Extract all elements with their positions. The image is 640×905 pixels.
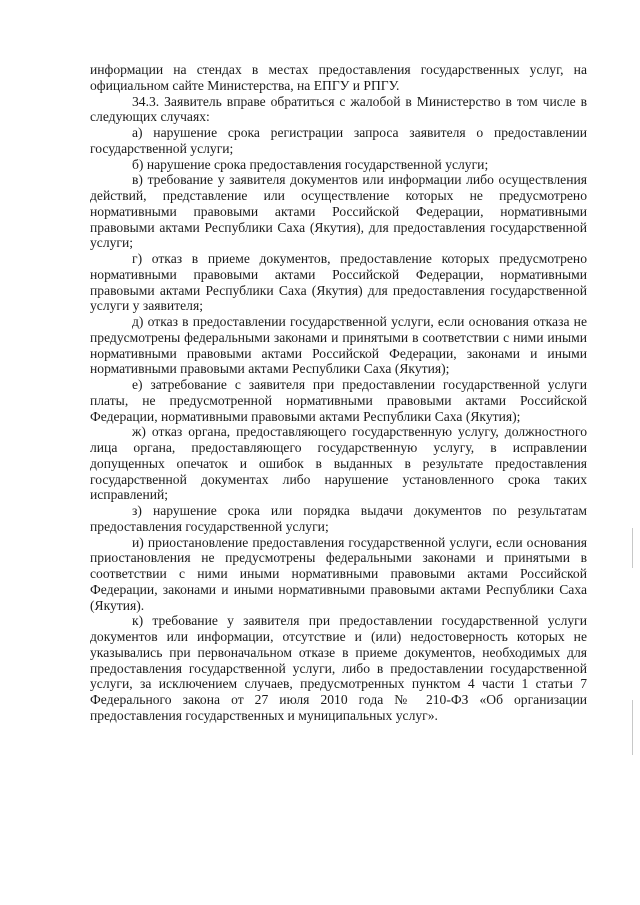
list-item-d: д) отказ в предоставлении государственной услуги, если основания отказа не предусмотрены федеральными законами и принятыми в соответствии с ними иными нормативными правовыми актами Российской Федерации, законами и иными нормативными правовыми актами Республики Саха (Якутия); xyxy=(90,314,587,377)
list-item-k: к) требование у заявителя при предоставлении государственной услуги документов или информации, отсутствие и (или) недостоверность которых не указывались при первоначальном отказе в приеме документов, необходимых для предоставления государственной услуги, либо в предоставлении государственной услуги, за исключением случаев, предусмотренных пунктом 4 части 1 статьи 7 Федерального закона от 27 июля 2010 года № 210-ФЗ «Об организации предоставления государственных и муниципальных услуг». xyxy=(90,613,587,723)
paragraph-34-3: 34.3. Заявитель вправе обратиться с жалобой в Министерство в том числе в следующих случаях: xyxy=(90,93,587,125)
list-item-b: б) нарушение срока предоставления государственной услуги; xyxy=(132,156,489,172)
list-item-z: з) нарушение срока или порядка выдачи документов по результатам предоставления государственной услуги; xyxy=(90,503,587,534)
list-item-g: г) отказ в приеме документов, предоставление которых предусмотрено нормативными правовыми актами Российской Федерации, нормативными правовыми актами Республики Саха (Якутия) для предоставления государственной услуги у заявителя; xyxy=(90,251,587,314)
list-item-zh: ж) отказ органа, предоставляющего государственную услугу, должностного лица органа, предоставляющего государственную услугу, в исправлении допущенных опечаток и ошибок в выданных в результате предоставления государственной документах либо нарушение установленного срока таких исправлений; xyxy=(90,424,587,503)
document-page xyxy=(90,62,587,724)
scan-margin-mark-lower xyxy=(632,700,633,755)
list-item-i: и) приостановление предоставления государственной услуги, если основания приостановления не предусмотрены федеральными законами и принятыми в соответствии с ними иными нормативными правовыми актами Российской Федерации, законами и иными нормативными правовыми актами Республики Саха (Якутия). xyxy=(90,534,587,613)
list-item-v: в) требование у заявителя документов или информации либо осуществления действий, представление или осуществление которых не предусмотрено нормативными правовыми актами Российской Федерации, нормативными правовыми актами Республики Саха (Якутия), для предоставления государственной услуги; xyxy=(90,172,587,251)
list-item-e: е) затребование с заявителя при предоставлении государственной услуги платы, не предусмотренной нормативными правовыми актами Российской Федерации, нормативными правовыми актами Республики Саха (Якутия); xyxy=(90,377,587,424)
paragraph-continuation: информации на стендах в местах предоставления государственных услуг, на официальном сайте Министерства, на ЕПГУ и РПГУ. xyxy=(90,62,587,93)
scan-margin-mark-upper xyxy=(632,528,633,568)
list-item-a: а) нарушение срока регистрации запроса заявителя о предоставлении государственной услуги; xyxy=(90,125,587,156)
